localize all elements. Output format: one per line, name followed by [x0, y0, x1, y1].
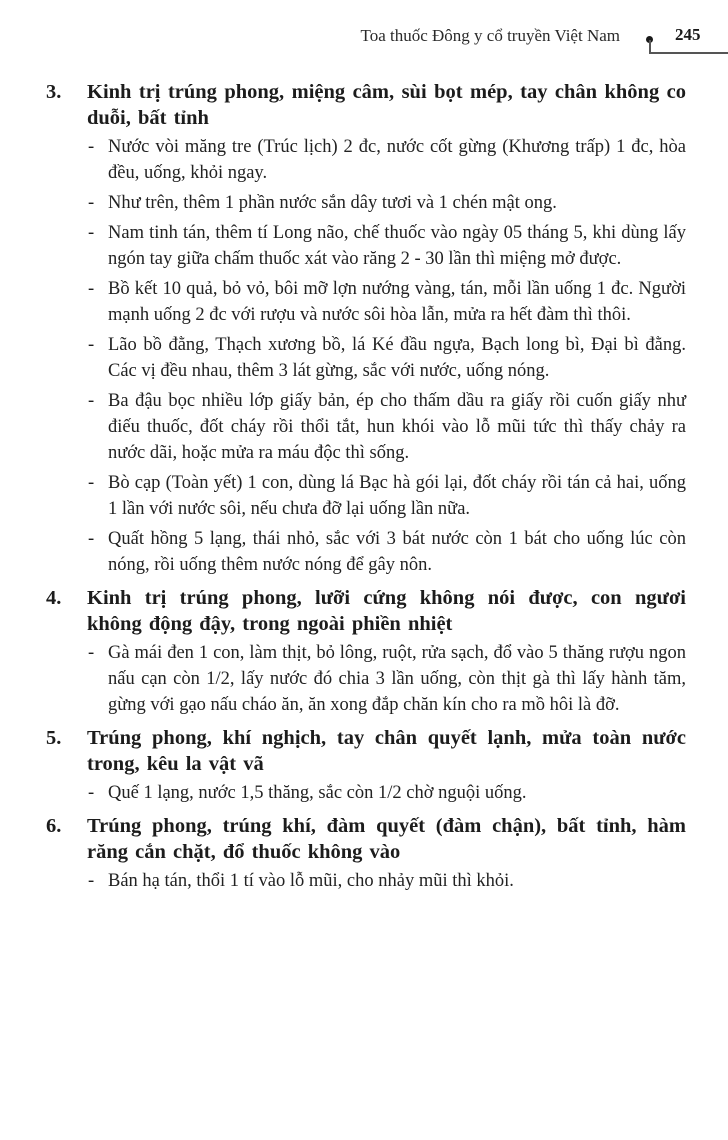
remedy-item [88, 526, 686, 578]
dash-bullet-icon: - [88, 279, 95, 299]
remedy-text: Ba đậu bọc nhiều lớp giấy bản, ép cho thấm dầu ra giấy rồi cuốn giấy như điếu thuốc, đốt cháy rồi thổi tắt, hun khói vào lỗ mũi tức thì thấy chảy ra nước dãi, hoặc mửa ra máu độc thì sống. [108, 391, 686, 463]
remedy-list [46, 868, 686, 894]
dash-bullet-icon: - [88, 223, 95, 243]
dash-bullet-icon: - [88, 783, 95, 803]
remedy-list [46, 640, 686, 718]
remedy-text: Nước vòi măng tre (Trúc lịch) 2 đc, nước cốt gừng (Khương trấp) 1 đc, hòa đều, uống, khỏi ngay. [108, 137, 686, 183]
remedy-item [88, 332, 686, 384]
remedy-text: Quế 1 lạng, nước 1,5 thăng, sắc còn 1/2 chờ nguội uống. [108, 783, 527, 803]
page-header [0, 24, 728, 54]
remedy-list [46, 780, 686, 806]
section-3 [46, 79, 686, 578]
remedy-item [88, 868, 686, 894]
page-number: 245 [675, 25, 701, 44]
remedy-item [88, 220, 686, 272]
remedy-item [88, 640, 686, 718]
running-title: Toa thuốc Đông y cổ truyền Việt Nam [360, 26, 620, 45]
section-number: 6. [46, 815, 62, 837]
dash-bullet-icon: - [88, 193, 95, 213]
remedy-item [88, 470, 686, 522]
remedy-text: Gà mái đen 1 con, làm thịt, bỏ lông, ruột, rửa sạch, đổ vào 5 thăng rượu ngon nấu cạn còn 1/2, lấy nước đó chia 3 lần uống, còn thịt gà thì lấy hành tăm, gừng với gạo nấu cháo ăn, ăn xong đắp chăn kín cho ra mồ hôi là đỡ. [108, 643, 686, 715]
section-heading: Trúng phong, khí nghịch, tay chân quyết lạnh, mửa toàn nước trong, kêu la vật vã [87, 727, 686, 775]
section-6 [46, 813, 686, 894]
dash-bullet-icon: - [88, 529, 95, 549]
section-number: 3. [46, 81, 62, 103]
dash-bullet-icon: - [88, 473, 95, 493]
remedy-item [88, 780, 686, 806]
header-rule-horizontal [649, 52, 728, 54]
section-heading: Trúng phong, trúng khí, đàm quyết (đàm chận), bất tỉnh, hàm răng cắn chặt, đổ thuốc không vào [87, 815, 686, 863]
remedy-item [88, 190, 686, 216]
section-number: 4. [46, 587, 62, 609]
remedy-text: Nam tinh tán, thêm tí Long não, chế thuốc vào ngày 05 tháng 5, khi dùng lấy ngón tay giữa chấm thuốc xát vào răng 2 - 30 lần thì miệng mở được. [108, 223, 686, 269]
section-heading: Kinh trị trúng phong, miệng câm, sùi bọt mép, tay chân không co duỗi, bất tỉnh [87, 81, 686, 129]
dash-bullet-icon: - [88, 391, 95, 411]
remedy-text: Bán hạ tán, thổi 1 tí vào lỗ mũi, cho nhảy mũi thì khỏi. [108, 871, 514, 891]
dash-bullet-icon: - [88, 871, 95, 891]
dash-bullet-icon: - [88, 137, 95, 157]
remedy-text: Lão bồ đằng, Thạch xương bồ, lá Ké đầu ngựa, Bạch long bì, Đại bì đằng. Các vị đều nhau, thêm 3 lát gừng, sắc với nước, uống nóng. [108, 335, 686, 381]
section-5 [46, 725, 686, 806]
remedy-text: Bồ kết 10 quả, bỏ vỏ, bôi mỡ lợn nướng vàng, tán, mỗi lần uống 1 đc. Người mạnh uống 2 đc với rượu và nước sôi hòa lẫn, mửa ra hết đàm thì thôi. [108, 279, 686, 325]
section-number: 5. [46, 727, 62, 749]
remedy-list [46, 134, 686, 578]
dash-bullet-icon: - [88, 335, 95, 355]
page-body [46, 79, 686, 901]
remedy-text: Quất hồng 5 lạng, thái nhỏ, sắc với 3 bát nước còn 1 bát cho uống lúc còn nóng, rồi uống thêm nước nóng để gây nôn. [108, 529, 686, 575]
section-heading: Kinh trị trúng phong, lưỡi cứng không nói được, con ngươi không động đậy, trong ngoài phiền nhiệt [87, 587, 686, 635]
remedy-item [88, 388, 686, 466]
remedy-item [88, 276, 686, 328]
dash-bullet-icon: - [88, 643, 95, 663]
remedy-text: Bò cạp (Toàn yết) 1 con, dùng lá Bạc hà gói lại, đốt cháy rồi tán cả hai, uống 1 lần với nước sôi, nếu chưa đỡ lại uống lần nữa. [108, 473, 686, 519]
remedy-item [88, 134, 686, 186]
remedy-text: Như trên, thêm 1 phần nước sắn dây tươi và 1 chén mật ong. [108, 193, 557, 213]
section-4 [46, 585, 686, 718]
